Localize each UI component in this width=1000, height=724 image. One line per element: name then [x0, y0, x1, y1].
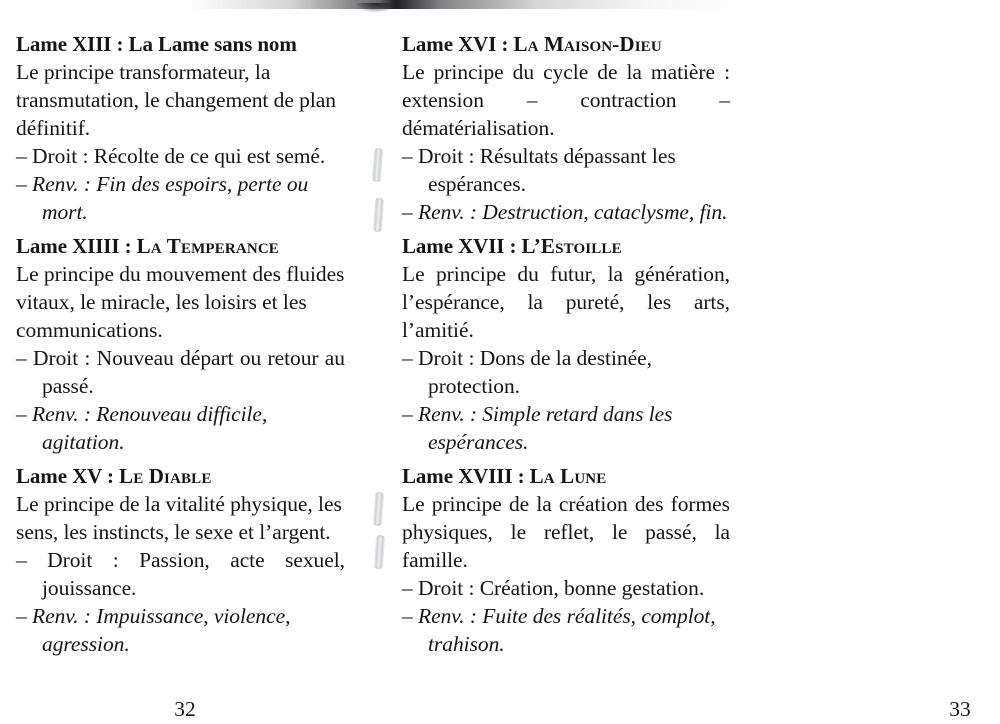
meaning-label: Renv. : [32, 402, 97, 426]
entry-principle: Le principe du cycle de la matière : extension – contraction – dématérialisation. [402, 60, 730, 140]
entry-lame-xviii [402, 463, 730, 658]
meaning-list [402, 574, 730, 658]
meaning-renverse [16, 602, 345, 658]
meaning-label: Renv. : [418, 604, 483, 628]
meaning-renverse [402, 400, 730, 456]
meaning-text: Dons de la destinée, protection. [428, 346, 652, 398]
entry-heading-prefix: Lame XV : [16, 464, 120, 488]
meaning-label: Droit : [418, 346, 480, 370]
entry-principle: Le principe du mouvement des fluides vitaux, le miracle, les loisirs et les communications. [16, 262, 345, 342]
meaning-label: Renv. : [32, 172, 97, 196]
entry-lame-xvii [402, 233, 730, 456]
meaning-list [16, 344, 345, 456]
meaning-text: Impuissance, violence, agression. [42, 604, 291, 656]
entry-heading-name: La Maison-Dieu [513, 32, 662, 56]
meaning-dash: – [402, 402, 413, 426]
entry-spacer [16, 226, 345, 233]
meaning-text: Destruction, cataclysme, fin. [482, 200, 728, 224]
meaning-dash: – [16, 346, 27, 370]
meaning-droit [402, 344, 730, 400]
meaning-label: Droit : [32, 144, 94, 168]
meaning-label: Droit : [418, 144, 480, 168]
meaning-dash: – [16, 172, 27, 196]
meaning-renverse [16, 400, 345, 456]
meaning-text: Récolte de ce qui est semé. [93, 144, 326, 168]
meaning-label: Droit : [32, 346, 97, 370]
meaning-droit [16, 546, 345, 602]
page-number-right: 33 [949, 697, 971, 721]
entry-lame-xv [16, 463, 345, 658]
meaning-label: Droit : [47, 548, 140, 572]
meaning-dash: – [16, 548, 27, 572]
page-right [375, 0, 971, 724]
entry-principle: Le principe de la vitalité physique, les sens, les instincts, le sexe et l’argent. [16, 492, 342, 544]
meaning-dash: – [402, 144, 413, 168]
meaning-dash: – [16, 604, 27, 628]
meaning-dash: – [16, 402, 27, 426]
meaning-list [16, 546, 345, 658]
entry-spacer [402, 226, 730, 233]
entry-heading-name: La Lame sans nom [128, 32, 297, 56]
entry-lame-xiiii [16, 233, 345, 456]
meaning-text: Nouveau départ ou retour au passé. [42, 346, 345, 398]
meaning-dash: – [402, 200, 413, 224]
entry-heading-prefix: Lame XVIII : [402, 464, 530, 488]
meaning-list [402, 344, 730, 456]
meaning-label: Renv. : [418, 402, 483, 426]
entry-heading-prefix: Lame XIII : [16, 32, 129, 56]
meaning-text: Fuite des réalités, complot, trahison. [428, 604, 716, 656]
entry-lame-xiii [16, 31, 345, 226]
entry-heading [402, 31, 730, 58]
entry-heading-name: Le Diable [119, 464, 212, 488]
entry-heading [402, 233, 730, 260]
entry-heading-name: La Lune [529, 464, 607, 488]
meaning-text: Simple retard dans les espérances. [428, 402, 673, 454]
meaning-list [16, 142, 345, 226]
entry-heading-prefix: Lame XIIII : [16, 234, 137, 258]
meaning-label: Droit : [418, 576, 480, 600]
meaning-droit [402, 574, 730, 602]
meaning-text: Fin des espoirs, perte ou mort. [42, 172, 309, 224]
meaning-renverse [402, 602, 730, 658]
meaning-dash: – [16, 144, 27, 168]
meaning-renverse [16, 170, 345, 226]
page-number-left: 32 [174, 697, 196, 721]
meaning-label: Renv. : [418, 200, 483, 224]
meaning-text: Résultats dépassant les espérances. [428, 144, 676, 196]
entry-heading-prefix: Lame XVII : [402, 234, 522, 258]
entry-spacer [402, 456, 730, 463]
meaning-droit [402, 142, 730, 198]
meaning-label: Renv. : [32, 604, 97, 628]
meaning-text: Renouveau difficile, agitation. [42, 402, 268, 454]
entry-principle: Le principe de la création des formes physiques, le reflet, le passé, la famille. [402, 492, 730, 572]
entry-principle: Le principe du futur, la génération, l’espérance, la pureté, les arts, l’amitié. [402, 262, 730, 342]
meaning-droit [16, 142, 345, 170]
meaning-droit [16, 344, 345, 400]
meaning-text: Passion, acte sexuel, jouissance. [42, 548, 345, 600]
entry-heading-prefix: Lame XVI : [402, 32, 514, 56]
meaning-dash: – [402, 576, 413, 600]
meaning-text: Création, bonne gestation. [479, 576, 705, 600]
entry-heading-name: L’Estoille [521, 234, 622, 258]
entry-heading [16, 31, 345, 58]
meaning-renverse [402, 198, 730, 226]
entry-principle: Le principe transformateur, la transmutation, le changement de plan définitif. [16, 60, 336, 140]
entry-spacer [16, 456, 345, 463]
meaning-dash: – [402, 346, 413, 370]
entry-lame-xvi [402, 31, 730, 226]
page-left [0, 0, 375, 724]
entry-heading-name: La Temperance [136, 234, 279, 258]
entry-heading [16, 463, 345, 490]
entry-heading [16, 233, 345, 260]
meaning-dash: – [402, 604, 413, 628]
meaning-list [402, 142, 730, 226]
entry-heading [402, 463, 730, 490]
